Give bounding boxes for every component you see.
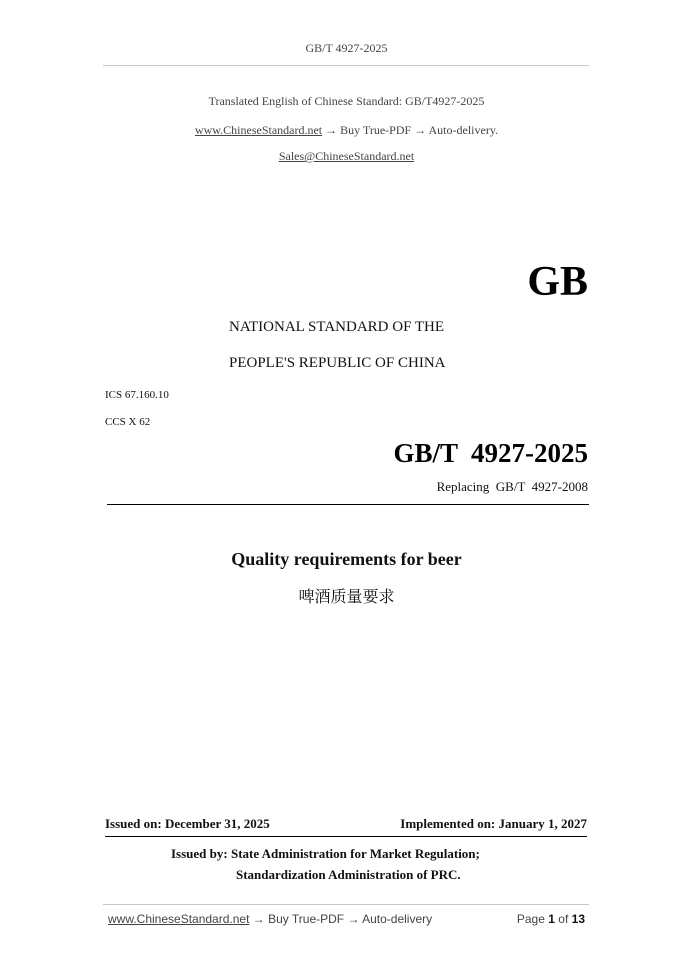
header-divider	[103, 65, 589, 66]
sales-email-link[interactable]: Sales@ChineseStandard.net	[278, 149, 415, 163]
chinesestandard-link[interactable]: www.ChineseStandard.net	[194, 123, 323, 137]
dates-divider	[105, 836, 587, 837]
page-current: 1	[548, 912, 555, 926]
national-standard-line2: PEOPLE'S REPUBLIC OF CHINA	[229, 355, 446, 371]
title-divider	[107, 504, 589, 505]
gb-logo: GB	[527, 259, 588, 305]
standard-number: GB/T 4927-2025	[393, 438, 588, 468]
issued-by-line2: Standardization Administration of PRC.	[236, 867, 461, 882]
national-standard-line1: NATIONAL STANDARD OF THE	[229, 319, 445, 335]
translation-links-line	[0, 123, 693, 138]
translation-note: Translated English of Chinese Standard: GB/T4927-2025	[208, 94, 485, 108]
ccs-code: CCS X 62	[105, 416, 151, 428]
page-word: Page	[516, 912, 545, 926]
footer-chinesestandard-link[interactable]: www.ChineseStandard.net	[108, 912, 250, 926]
running-header: GB/T 4927-2025	[305, 41, 388, 55]
footer-divider	[103, 904, 589, 905]
page-of: of	[558, 912, 569, 926]
issued-by-line1: Issued by: State Administration for Market Regulation;	[171, 846, 480, 861]
ics-code: ICS 67.160.10	[105, 389, 169, 401]
footer-links	[108, 912, 432, 926]
implemented-on-date: Implemented on: January 1, 2027	[400, 816, 587, 831]
buy-pdf-text: → Buy True-PDF → Auto-delivery.	[322, 123, 499, 137]
footer-buy-text: → Buy True-PDF → Auto-delivery	[249, 912, 433, 926]
replacing-standard: Replacing GB/T 4927-2008	[436, 479, 588, 494]
issued-on-date: Issued on: December 31, 2025	[105, 816, 270, 831]
page-indicator	[517, 912, 585, 926]
title-chinese: 啤酒质量要求	[298, 589, 395, 606]
page-total: 13	[571, 912, 585, 926]
title-english: Quality requirements for beer	[231, 549, 462, 569]
